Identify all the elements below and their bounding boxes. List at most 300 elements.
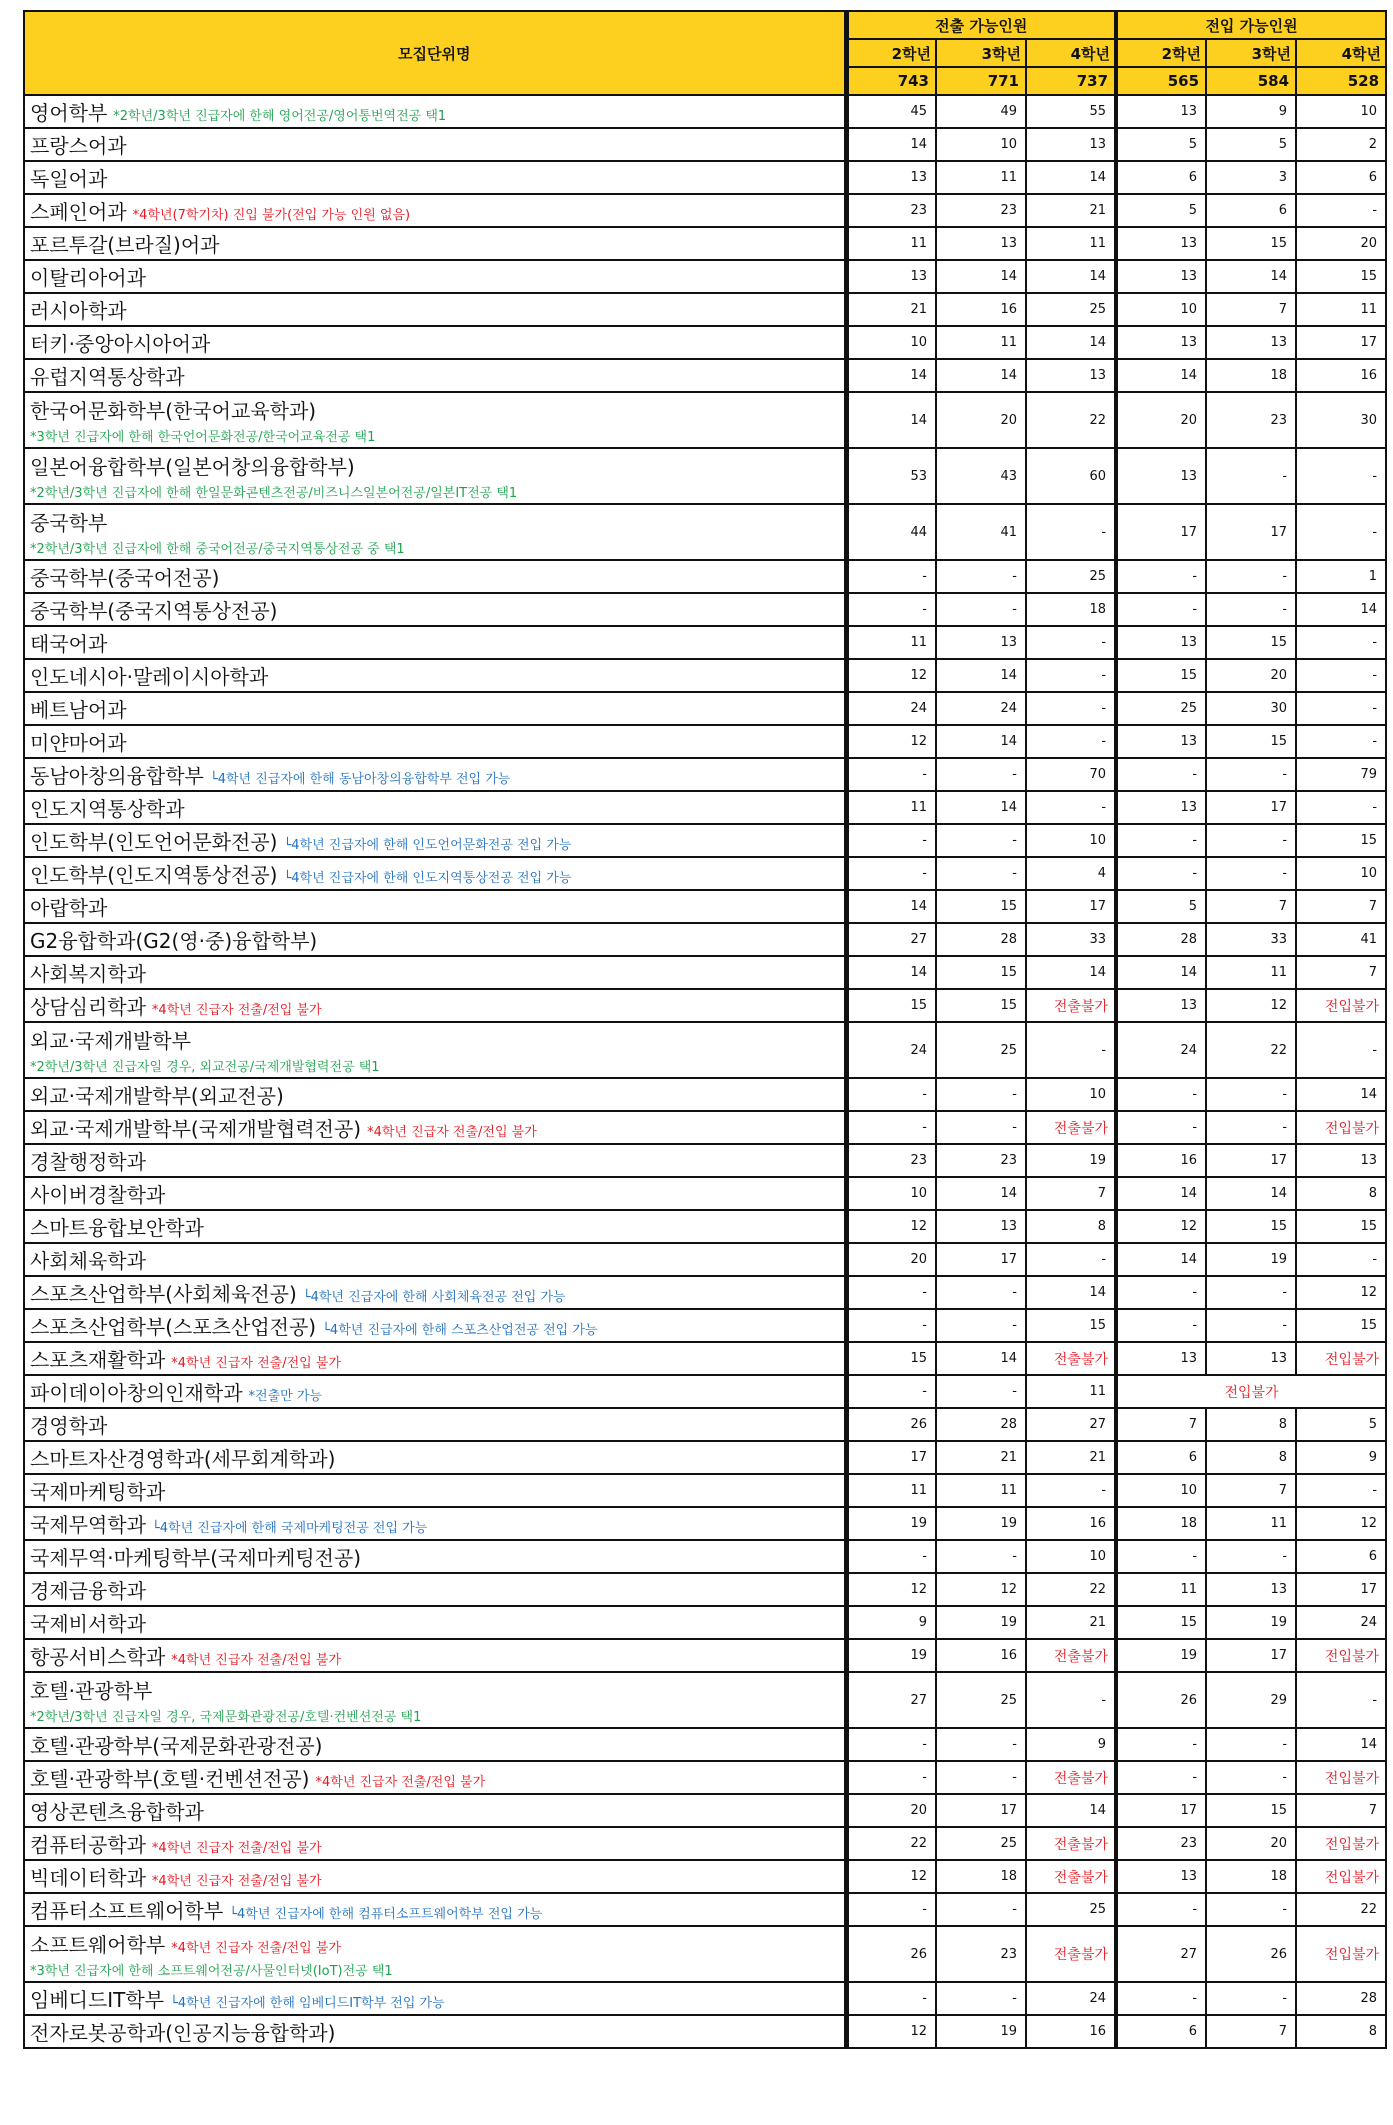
table-row [24,1540,1386,1573]
cell-out-grade2: - [846,1893,936,1926]
cell-in-grade3: 12 [1206,989,1296,1022]
unit-name-cell [24,2015,846,2048]
table-row [24,989,1386,1022]
cell-out-grade2: 20 [846,1794,936,1827]
cell-in-grade4: 6 [1296,1540,1386,1573]
table-row [24,359,1386,392]
unit-name: 스마트융합보안학과 [30,1216,204,1240]
cell-in-grade2: - [1116,1111,1206,1144]
cell-in-grade4: 15 [1296,260,1386,293]
cell-in-grade2: 17 [1116,1794,1206,1827]
unit-name: 항공서비스학과 [30,1645,166,1669]
unit-name: 사회체육학과 [30,1249,146,1273]
cell-out-grade2: 26 [846,1926,936,1982]
cell-out-grade3: - [936,1982,1026,2015]
cell-out-grade2: 45 [846,95,936,128]
cell-in-grade2: - [1116,1540,1206,1573]
cell-in-grade4: 10 [1296,95,1386,128]
cell-in-grade3: 11 [1206,956,1296,989]
unit-note: *4학년 진급자 전출/전입 불가 [171,1356,341,1371]
cell-in-grade4: - [1296,725,1386,758]
total-out-grade3: 771 [936,67,1026,95]
cell-out-grade3: 41 [936,504,1026,560]
cell-in-grade4: - [1296,791,1386,824]
unit-name: 소프트웨어학부 [30,1933,166,1957]
unit-note: └4학년 진급자에 한해 동남아창의융합학부 전입 가능 [209,772,511,787]
unit-name-cell [24,1441,846,1474]
cell-out-grade4: - [1026,692,1116,725]
cell-out-grade4: 전출불가 [1026,1926,1116,1982]
cell-in-grade2: 12 [1116,1210,1206,1243]
unit-name: 이탈리아어과 [30,266,146,290]
unit-name: 일본어융합학부(일본어창의융합학부) [30,455,355,479]
unit-name: 스포츠재활학과 [30,1348,166,1372]
unit-name-cell [24,857,846,890]
header-unit-name: 모집단위명 [24,11,846,95]
unit-name-cell [24,194,846,227]
cell-in-grade2: - [1116,824,1206,857]
cell-in-grade2: 14 [1116,956,1206,989]
cell-in-grade3: 3 [1206,161,1296,194]
cell-in-grade2: - [1116,857,1206,890]
cell-in-grade3: 30 [1206,692,1296,725]
cell-out-grade2: - [846,857,936,890]
cell-in-grade2: 26 [1116,1672,1206,1728]
table-row [24,1926,1386,1982]
cell-in-grade3: 11 [1206,1507,1296,1540]
unit-name-cell [24,1827,846,1860]
cell-in-grade4: 8 [1296,2015,1386,2048]
unit-note: *4학년(7학기차) 진입 불가(전입 가능 인원 없음) [132,208,411,223]
cell-in-grade3: 19 [1206,1243,1296,1276]
cell-out-grade2: 12 [846,1573,936,1606]
cell-in-grade4: 전입불가 [1296,1860,1386,1893]
cell-out-grade2: 11 [846,791,936,824]
table-row [24,1827,1386,1860]
cell-out-grade3: 21 [936,1441,1026,1474]
cell-out-grade3: 19 [936,1507,1026,1540]
cell-in-grade4: 15 [1296,1309,1386,1342]
cell-out-grade2: 11 [846,1474,936,1507]
cell-out-grade4: - [1026,504,1116,560]
cell-in-grade2: 14 [1116,1243,1206,1276]
cell-out-grade2: 13 [846,161,936,194]
unit-name: 국제무역학과 [30,1513,146,1537]
table-row [24,448,1386,504]
table-row [24,161,1386,194]
table-row [24,194,1386,227]
cell-out-grade3: 14 [936,260,1026,293]
cell-in-grade2: - [1116,758,1206,791]
cell-in-grade4: 7 [1296,1794,1386,1827]
cell-in-grade4: 전입불가 [1296,1111,1386,1144]
unit-name: 프랑스어과 [30,134,127,158]
unit-name: 인도학부(인도지역통상전공) [30,863,278,887]
cell-in-grade4: 17 [1296,326,1386,359]
cell-in-grade4: 전입불가 [1296,1926,1386,1982]
cell-in-grade2: 27 [1116,1926,1206,1982]
cell-out-grade2: 15 [846,989,936,1022]
cell-out-grade2: 12 [846,1860,936,1893]
table-row [24,560,1386,593]
cell-out-grade3: - [936,1540,1026,1573]
unit-name: 스페인어과 [30,200,127,224]
cell-out-grade4: 17 [1026,890,1116,923]
cell-in-grade4: 14 [1296,1078,1386,1111]
cell-out-grade4: 전출불가 [1026,1860,1116,1893]
cell-in-grade2: - [1116,593,1206,626]
unit-name: G2융합학과(G2(영·중)융합학부) [30,929,318,953]
unit-name: 외교·국제개발학부(국제개발협력전공) [30,1117,362,1141]
table-row [24,1144,1386,1177]
unit-note: *3학년 진급자에 한해 한국언어문화전공/한국어교육전공 택1 [30,430,376,445]
unit-name-cell [24,359,846,392]
unit-name: 아랍학과 [30,896,108,920]
cell-in-grade2: 5 [1116,890,1206,923]
cell-in-grade4: - [1296,692,1386,725]
cell-in-grade3: 7 [1206,293,1296,326]
table-body [24,95,1386,2048]
cell-out-grade3: - [936,1893,1026,1926]
cell-out-grade3: 15 [936,956,1026,989]
cell-out-grade4: - [1026,1474,1116,1507]
cell-in-grade3: 7 [1206,1474,1296,1507]
cell-out-grade2: 27 [846,923,936,956]
unit-note: *2학년/3학년 진급자에 한해 영어전공/영어통번역전공 택1 [113,109,447,124]
cell-in-grade4: 전입불가 [1296,1761,1386,1794]
cell-out-grade4: - [1026,659,1116,692]
cell-in-grade2: 13 [1116,326,1206,359]
cell-out-grade4: 전출불가 [1026,1827,1116,1860]
cell-in-grade2: 23 [1116,1827,1206,1860]
cell-in-grade2: 13 [1116,1342,1206,1375]
unit-name-cell [24,1022,846,1078]
unit-name-cell [24,1078,846,1111]
unit-name: 국제비서학과 [30,1612,146,1636]
table-row [24,1243,1386,1276]
cell-out-grade4: 14 [1026,326,1116,359]
cell-in-grade3: - [1206,1728,1296,1761]
cell-in-grade4: 6 [1296,161,1386,194]
unit-name: 호텔·관광학부(호텔·컨벤션전공) [30,1767,310,1791]
cell-out-grade4: 24 [1026,1982,1116,2015]
unit-name: 영어학부 [30,101,108,125]
unit-name-cell [24,791,846,824]
cell-in-grade3: 19 [1206,1606,1296,1639]
unit-name-cell [24,1276,846,1309]
unit-name: 중국학부(중국어전공) [30,566,220,590]
unit-note: └4학년 진급자에 한해 인도언어문화전공 전입 가능 [283,838,572,853]
cell-out-grade2: 15 [846,1342,936,1375]
cell-out-grade3: 17 [936,1794,1026,1827]
unit-note: *2학년/3학년 진급자에 한해 중국어전공/중국지역통상전공 중 택1 [30,542,405,557]
cell-out-grade4: 55 [1026,95,1116,128]
cell-in-grade2: 6 [1116,1441,1206,1474]
unit-note: *2학년/3학년 진급자에 한해 한일문화콘텐츠전공/비즈니스일본어전공/일본IT전공 택1 [30,486,518,501]
cell-in-grade4: 15 [1296,824,1386,857]
unit-name-cell [24,989,846,1022]
cell-out-grade4: 전출불가 [1026,1111,1116,1144]
cell-out-grade3: 17 [936,1243,1026,1276]
cell-out-grade3: - [936,1276,1026,1309]
cell-in-grade3: 17 [1206,504,1296,560]
cell-out-grade3: 49 [936,95,1026,128]
cell-in-grade3: 13 [1206,1342,1296,1375]
cell-out-grade2: 12 [846,1210,936,1243]
unit-name: 인도네시아·말레이시아학과 [30,665,269,689]
unit-note: *4학년 진급자 전출/전입 불가 [151,1003,322,1018]
unit-name: 호텔·관광학부(국제문화관광전공) [30,1734,323,1758]
cell-out-grade2: 24 [846,1022,936,1078]
cell-in-grade4: 9 [1296,1441,1386,1474]
unit-name-cell [24,1794,846,1827]
cell-out-grade3: - [936,1309,1026,1342]
cell-out-grade4: 7 [1026,1177,1116,1210]
cell-out-grade4: 4 [1026,857,1116,890]
cell-in-grade3: 17 [1206,1639,1296,1672]
unit-name: 태국어과 [30,632,108,656]
table-row [24,725,1386,758]
cell-out-grade4: 전출불가 [1026,1639,1116,1672]
cell-in-grade3: - [1206,1078,1296,1111]
cell-in-grade4: 79 [1296,758,1386,791]
cell-in-grade4: - [1296,659,1386,692]
cell-in-grade2: - [1116,1309,1206,1342]
cell-out-grade3: 25 [936,1022,1026,1078]
cell-out-grade4: - [1026,725,1116,758]
transfer-capacity-table [23,10,1387,2049]
cell-in-grade3: - [1206,1276,1296,1309]
cell-in-grade3: 5 [1206,128,1296,161]
unit-name-cell [24,560,846,593]
cell-in-grade4: 14 [1296,593,1386,626]
cell-out-grade3: 11 [936,1474,1026,1507]
cell-in-grade2: 14 [1116,359,1206,392]
unit-name: 독일어과 [30,167,108,191]
cell-in-grade4: 7 [1296,890,1386,923]
cell-out-grade2: - [846,1982,936,2015]
table-row [24,1022,1386,1078]
cell-out-grade2: 9 [846,1606,936,1639]
cell-out-grade3: - [936,1728,1026,1761]
cell-in-grade3: 20 [1206,1827,1296,1860]
unit-name: 스마트자산경영학과(세무회계학과) [30,1447,336,1471]
cell-in-grade2: 6 [1116,161,1206,194]
header-transfer-out: 전출 가능인원 [846,11,1116,39]
cell-in-grade2: - [1116,560,1206,593]
cell-out-grade4: 전출불가 [1026,989,1116,1022]
unit-name-cell [24,95,846,128]
unit-note: └4학년 진급자에 한해 컴퓨터소프트웨어학부 전입 가능 [229,1907,543,1922]
cell-in-grade3: - [1206,1982,1296,2015]
table-row [24,227,1386,260]
cell-out-grade4: 21 [1026,1606,1116,1639]
cell-in-grade3: 13 [1206,1573,1296,1606]
table-row [24,857,1386,890]
header-in-grade3: 3학년 [1206,39,1296,67]
unit-note: └4학년 진급자에 한해 사회체육전공 전입 가능 [302,1290,566,1305]
cell-out-grade3: 11 [936,161,1026,194]
cell-out-grade3: 13 [936,227,1026,260]
unit-name-cell [24,1309,846,1342]
cell-out-grade4: 10 [1026,1078,1116,1111]
unit-name-cell [24,1408,846,1441]
cell-out-grade2: 17 [846,1441,936,1474]
cell-in-grade3: 29 [1206,1672,1296,1728]
cell-out-grade2: 24 [846,692,936,725]
unit-name-cell [24,448,846,504]
cell-out-grade3: - [936,560,1026,593]
cell-out-grade2: 21 [846,293,936,326]
unit-name: 베트남어과 [30,698,127,722]
cell-in-grade4: 20 [1296,227,1386,260]
unit-name-cell [24,1342,846,1375]
cell-in-grade2: - [1116,1728,1206,1761]
cell-in-grade3: 7 [1206,890,1296,923]
cell-out-grade4: 22 [1026,1573,1116,1606]
cell-in-grade3: 9 [1206,95,1296,128]
cell-out-grade2: 14 [846,359,936,392]
unit-name-cell [24,1573,846,1606]
unit-name-cell [24,128,846,161]
unit-name-cell [24,1606,846,1639]
cell-out-grade2: - [846,1276,936,1309]
unit-name-cell [24,161,846,194]
cell-out-grade2: - [846,593,936,626]
cell-out-grade4: 14 [1026,260,1116,293]
cell-out-grade4: 18 [1026,593,1116,626]
cell-out-grade4: 25 [1026,293,1116,326]
unit-name: 중국학부(중국지역통상전공) [30,599,278,623]
cell-out-grade4: 60 [1026,448,1116,504]
cell-in-grade3: 6 [1206,194,1296,227]
cell-in-grade2: 13 [1116,227,1206,260]
unit-name-cell [24,725,846,758]
unit-name-cell [24,1243,846,1276]
cell-in-grade3: - [1206,1540,1296,1573]
cell-out-grade4: 70 [1026,758,1116,791]
table-row [24,1507,1386,1540]
unit-name-cell [24,392,846,448]
unit-name-cell [24,1982,846,2015]
unit-name: 경찰행정학과 [30,1150,146,1174]
header-out-grade2: 2학년 [846,39,936,67]
unit-name: 파이데이아창의인재학과 [30,1381,243,1405]
cell-in-grade2: - [1116,1893,1206,1926]
cell-out-grade4: 11 [1026,1375,1116,1408]
table-row [24,1078,1386,1111]
table-row [24,923,1386,956]
cell-in-grade4: 13 [1296,1144,1386,1177]
cell-in-grade4: 17 [1296,1573,1386,1606]
cell-in-grade4: - [1296,448,1386,504]
cell-in-grade3: - [1206,824,1296,857]
cell-in-grade2: 5 [1116,194,1206,227]
cell-out-grade4: 8 [1026,1210,1116,1243]
header-in-grade2: 2학년 [1116,39,1206,67]
cell-out-grade3: 19 [936,1606,1026,1639]
cell-in-grade2: 19 [1116,1639,1206,1672]
unit-name: 스포츠산업학부(스포츠산업전공) [30,1315,317,1339]
table-row [24,1672,1386,1728]
table-row [24,326,1386,359]
unit-note: *4학년 진급자 전출/전입 불가 [151,1841,322,1856]
cell-out-grade2: - [846,1761,936,1794]
cell-out-grade2: 14 [846,128,936,161]
cell-out-grade3: - [936,1078,1026,1111]
cell-out-grade3: 23 [936,194,1026,227]
unit-name-cell [24,1144,846,1177]
cell-in-grade3: 14 [1206,260,1296,293]
cell-out-grade3: 13 [936,1210,1026,1243]
cell-out-grade3: 24 [936,692,1026,725]
table-row [24,626,1386,659]
table-row [24,890,1386,923]
cell-in-grade3: 8 [1206,1441,1296,1474]
header-in-grade4: 4학년 [1296,39,1386,67]
cell-out-grade3: 19 [936,2015,1026,2048]
cell-out-grade2: 14 [846,392,936,448]
table-row [24,95,1386,128]
table-row [24,2015,1386,2048]
cell-out-grade4: 22 [1026,392,1116,448]
cell-out-grade2: - [846,1078,936,1111]
unit-name: 임베디드IT학부 [30,1988,165,2012]
table-row [24,824,1386,857]
cell-out-grade2: 27 [846,1672,936,1728]
cell-out-grade3: - [936,1111,1026,1144]
cell-in-grade4: - [1296,1022,1386,1078]
cell-out-grade2: 53 [846,448,936,504]
cell-out-grade3: 14 [936,1342,1026,1375]
cell-in-grade4: 14 [1296,1728,1386,1761]
cell-in-grade3: 15 [1206,725,1296,758]
cell-out-grade3: 25 [936,1672,1026,1728]
cell-in-grade3: 17 [1206,1144,1296,1177]
cell-in-grade4: 12 [1296,1507,1386,1540]
unit-name-cell [24,1728,846,1761]
unit-note: *4학년 진급자 전출/전입 불가 [367,1125,537,1140]
cell-out-grade2: 12 [846,2015,936,2048]
cell-out-grade3: 14 [936,725,1026,758]
cell-in-grade2: 10 [1116,293,1206,326]
table-row [24,659,1386,692]
cell-out-grade4: 14 [1026,161,1116,194]
unit-note: └4학년 진급자에 한해 국제마케팅전공 전입 가능 [151,1521,428,1536]
unit-name-cell [24,626,846,659]
cell-in-grade2: 25 [1116,692,1206,725]
cell-out-grade3: 10 [936,128,1026,161]
cell-out-grade2: - [846,1111,936,1144]
cell-in-grade2: - [1116,1761,1206,1794]
cell-out-grade4: - [1026,1243,1116,1276]
cell-in-grade2: 15 [1116,659,1206,692]
unit-name-cell [24,326,846,359]
cell-in-grade4: 10 [1296,857,1386,890]
cell-in-grade4: 전입불가 [1296,989,1386,1022]
cell-out-grade4: 33 [1026,923,1116,956]
cell-in-grade4: - [1296,1243,1386,1276]
cell-in-grade4: - [1296,626,1386,659]
cell-in-grade3: - [1206,1309,1296,1342]
total-in-grade3: 584 [1206,67,1296,95]
cell-in-grade3: - [1206,1761,1296,1794]
cell-in-grade3: - [1206,857,1296,890]
cell-out-grade3: 20 [936,392,1026,448]
header-out-grade3: 3학년 [936,39,1026,67]
table-row [24,1111,1386,1144]
unit-name: 인도학부(인도언어문화전공) [30,830,278,854]
